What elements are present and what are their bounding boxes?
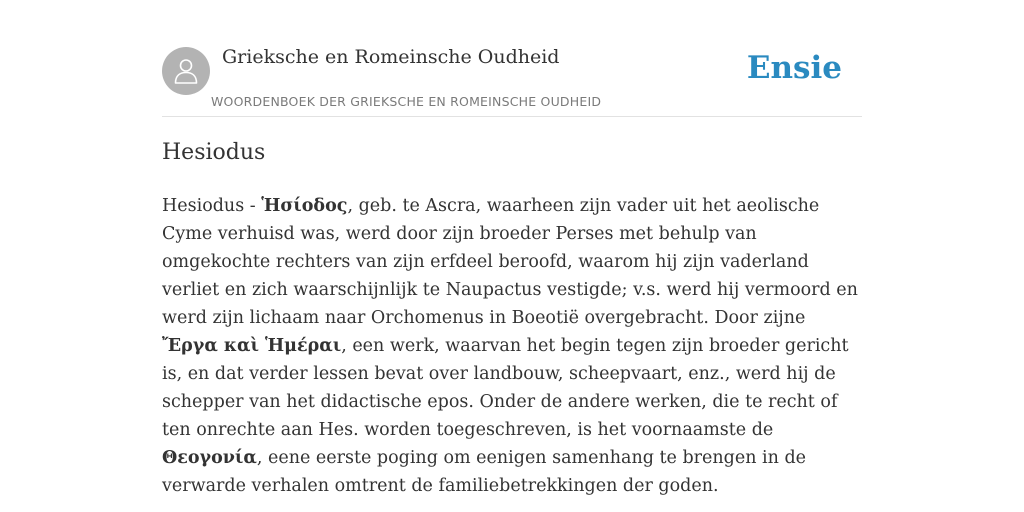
greek-term: Ἡσίοδος bbox=[261, 196, 348, 216]
entry-title: Hesiodus bbox=[162, 140, 266, 165]
entry-text-segment: , geb. te Ascra, waarheen zijn vader uit het aeolische Cyme verhuisd was, werd door zijn broeder Perses met behulp van omgekochte rechters van zijn erfdeel beroofd, waarom hij zijn vaderland verliet en zich waarschijnlijk te Naupactus vestigde; v.s. werd hij vermoord en werd zijn lichaam naar Orchomenus in Boeotië overgebracht. Door zijne bbox=[162, 196, 858, 328]
entry-text-segment: , eene eerste poging om eenigen samenhang te brengen in de verwarde verhalen omtrent de familiebetrekkingen der goden. bbox=[162, 448, 807, 496]
site-title[interactable]: Grieksche en Romeinsche Oudheid bbox=[222, 46, 560, 68]
entry-body bbox=[162, 192, 862, 500]
user-icon bbox=[174, 58, 198, 84]
entry-text-segment: Hesiodus - bbox=[162, 196, 262, 216]
brand-logo[interactable]: Ensie bbox=[746, 50, 842, 86]
greek-term: Ἔργα καὶ Ἡμέραι bbox=[162, 336, 342, 356]
header bbox=[162, 44, 862, 117]
entry-text-segment: , een werk, waarvan het begin tegen zijn broeder gericht is, en dat verder lessen bevat over landbouw, scheepvaart, enz., werd hij de schepper van het didactische epos. Onder de andere werken, die te recht of ten onrechte aan Hes. worden toegeschreven, is het voornaamste de bbox=[162, 336, 849, 440]
avatar[interactable] bbox=[162, 47, 210, 95]
greek-term: Θεογονία bbox=[162, 448, 257, 468]
site-subtitle[interactable]: WOORDENBOEK DER GRIEKSCHE EN ROMEINSCHE OUDHEID bbox=[211, 94, 602, 109]
